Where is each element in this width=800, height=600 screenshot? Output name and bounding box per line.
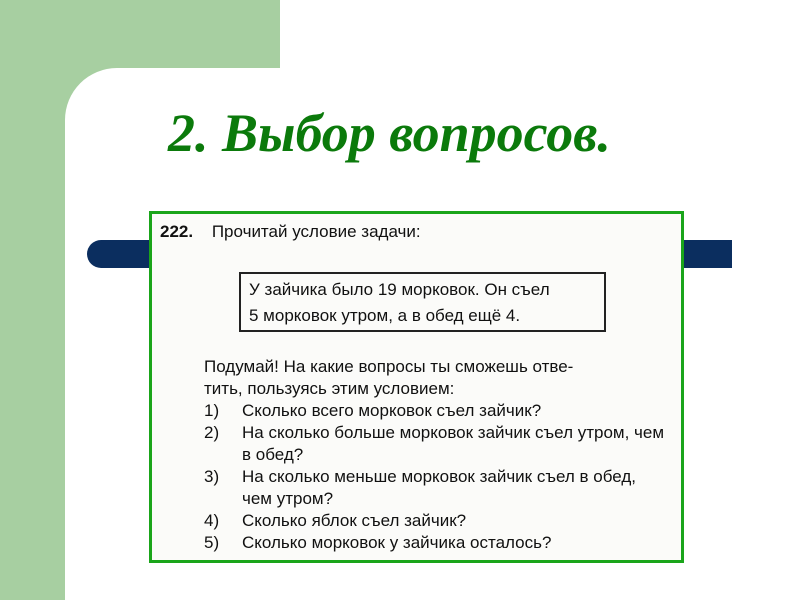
question-item <box>204 422 666 466</box>
slide-title: 2. Выбор вопросов. <box>168 103 611 163</box>
question-number: 1) <box>204 401 220 420</box>
problem-condition-box <box>239 272 606 332</box>
question-item <box>204 510 666 532</box>
think-prompt-line: Подумай! На какие вопросы ты сможешь отве- <box>204 357 574 376</box>
textbook-excerpt <box>149 211 684 563</box>
question-item <box>204 466 666 510</box>
task-instruction: Прочитай условие задачи: <box>211 222 421 241</box>
question-item <box>204 400 666 422</box>
condition-line: У зайчика было 19 морковок. Он съел <box>249 280 550 299</box>
question-text: Сколько яблок съел зайчик? <box>242 511 467 530</box>
question-text: На сколько больше морковок зайчик съел утром, чем в обед? <box>242 423 665 464</box>
question-number: 5) <box>204 533 220 552</box>
question-number: 2) <box>204 423 220 442</box>
question-text: Сколько морковок у зайчика осталось? <box>242 533 552 552</box>
question-list <box>204 400 666 554</box>
condition-line: 5 морковок утром, а в обед ещё 4. <box>249 306 521 325</box>
question-text: На сколько меньше морковок зайчик съел в обед, чем утром? <box>242 467 636 508</box>
think-prompt-line: тить, пользуясь этим условием: <box>204 379 455 398</box>
questions-block <box>204 356 666 554</box>
question-number: 4) <box>204 511 220 530</box>
question-number: 3) <box>204 467 220 486</box>
task-number: 222. <box>160 222 194 241</box>
task-header <box>160 222 421 242</box>
question-text: Сколько всего морковок съел зайчик? <box>242 401 542 420</box>
question-item <box>204 532 666 554</box>
